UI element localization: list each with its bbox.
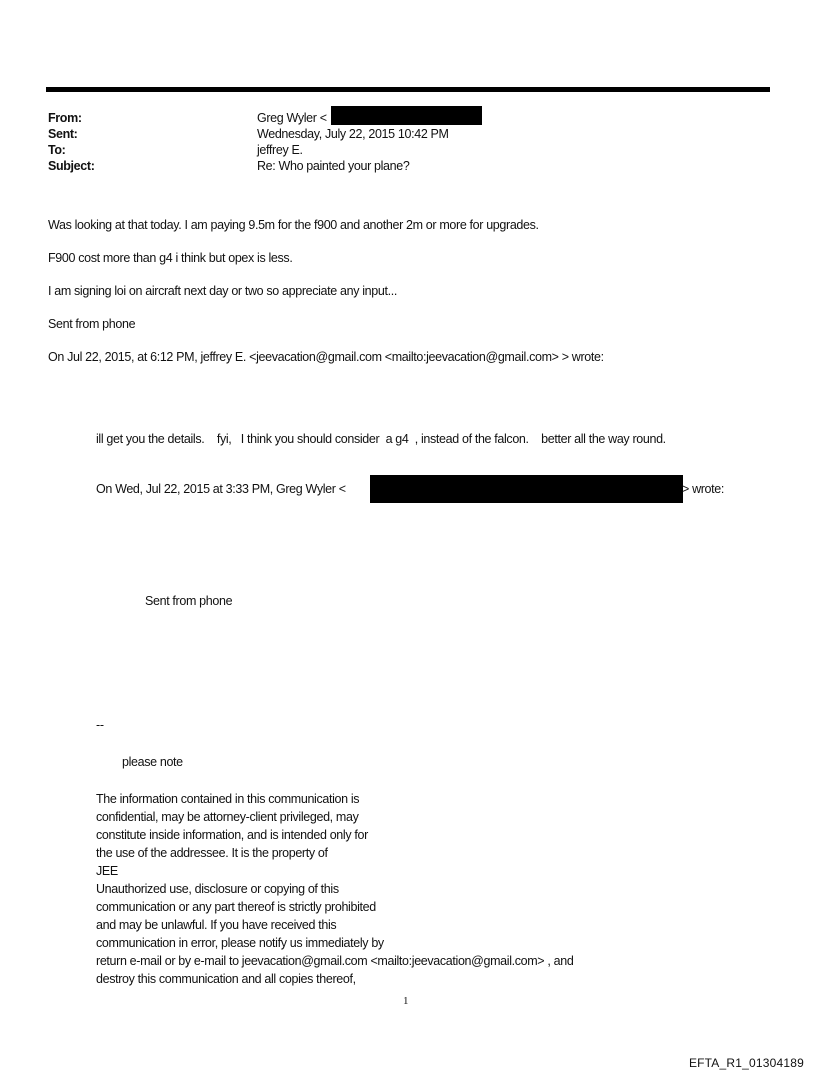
to-value: jeffrey E.	[257, 143, 303, 157]
quoted-sent-from-phone: Sent from phone	[145, 594, 233, 608]
page-number: 1	[403, 995, 409, 1007]
sent-label: Sent:	[48, 127, 78, 141]
disclaimer: The information contained in this communication is confidential, may be attorney-client privileged, may constitute inside information, and is intended only for the use of the addressee. It is the property of JEE Unauthorized use, disclosure or copying of this communication or any part thereof is strictly prohibited and may be unlawful. If you have received this communication in error, please notify us immediately by return e-mail or by e-mail to jeevacation@gmail.com <mailto:jeevacation@gmail.com> , and destroy this communication and all copies thereof,	[96, 792, 574, 986]
from-label: From:	[48, 111, 82, 125]
quoted-reply: ill get you the details. fyi, I think you should consider a g4 , instead of the falcon. better all the way round.	[96, 432, 666, 446]
signature-dash: --	[96, 718, 104, 732]
header-rule	[46, 87, 770, 92]
subject-value: Re: Who painted your plane?	[257, 159, 410, 173]
body-line: Was looking at that today. I am paying 9.5m for the f900 and another 2m or more for upgrades.	[48, 218, 539, 232]
redaction-from-email	[331, 106, 482, 125]
document-id: EFTA_R1_01304189	[688, 1056, 804, 1070]
redaction-quoted-email	[370, 475, 683, 503]
body-line: I am signing loi on aircraft next day or two so appreciate any input...	[48, 284, 397, 298]
from-value: Greg Wyler <	[257, 111, 327, 125]
body-line: On Jul 22, 2015, at 6:12 PM, jeffrey E. <jeevacation@gmail.com <mailto:jeevacation@gmail.com> > wrote:	[48, 350, 604, 364]
subject-label: Subject:	[48, 159, 95, 173]
sent-value: Wednesday, July 22, 2015 10:42 PM	[257, 127, 449, 141]
please-note: please note	[122, 755, 183, 769]
body-line: Sent from phone	[48, 317, 136, 331]
body-line: F900 cost more than g4 i think but opex is less.	[48, 251, 293, 265]
quoted-header: On Wed, Jul 22, 2015 at 3:33 PM, Greg Wyler <	[96, 482, 346, 496]
to-label: To:	[48, 143, 66, 157]
quoted-wrote: > wrote:	[682, 482, 725, 496]
